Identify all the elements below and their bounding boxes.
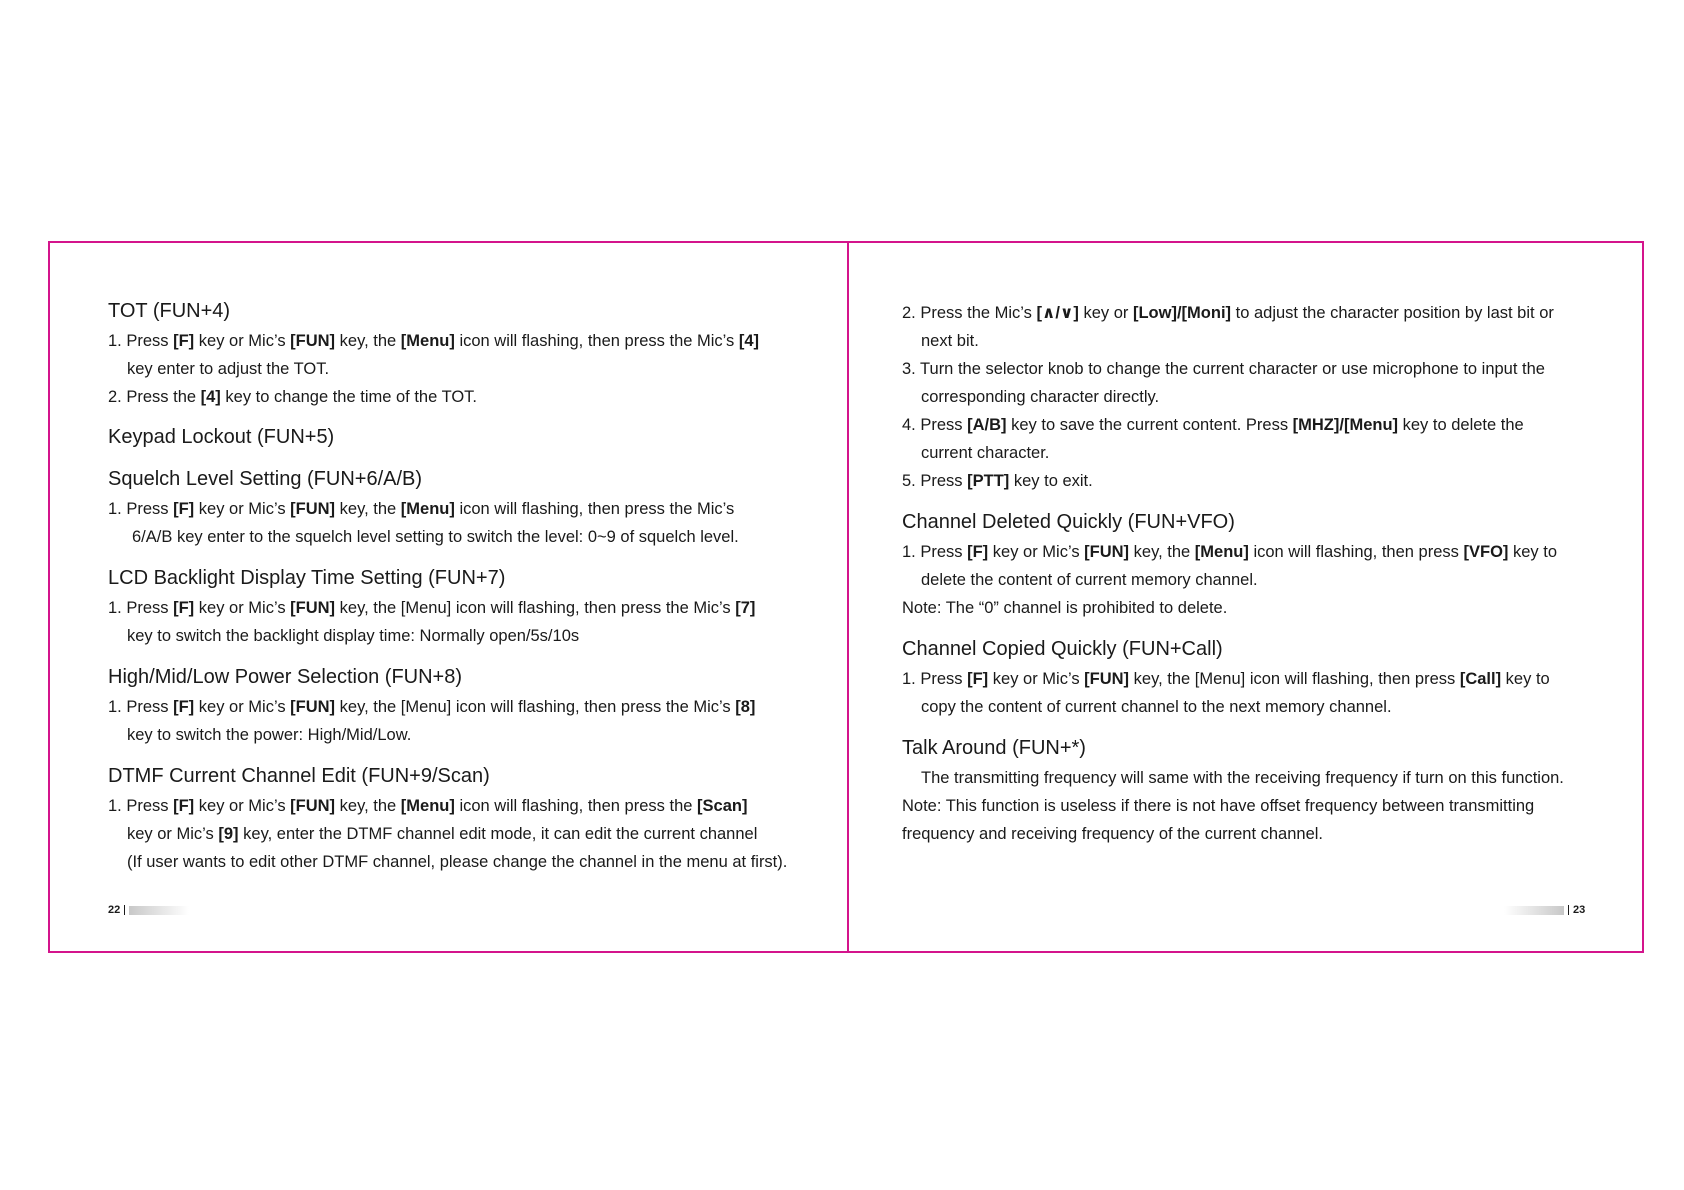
edit-step-2-cont: next bit.	[921, 332, 979, 350]
page-number-text: 22	[108, 904, 121, 916]
heading-dtmf: DTMF Current Channel Edit (FUN+9/Scan)	[108, 765, 490, 787]
power-step-1-cont: key to switch the power: High/Mid/Low.	[127, 726, 412, 744]
dtmf-step-1-note: (If user wants to edit other DTMF channel, please change the channel in the menu at first).	[127, 853, 788, 871]
left-page	[108, 243, 868, 951]
squelch-step-1-cont: 6/A/B key enter to the squelch level setting to switch the level: 0~9 of squelch level.	[132, 528, 739, 546]
section-keypad	[108, 424, 868, 453]
edit-step-2: 2. Press the Mic’s [∧/∨] key or [Low]/[Moni] to adjust the character position by last bit or	[902, 304, 1554, 322]
edit-step-4: 4. Press [A/B] key to save the current content. Press [MHZ]/[Menu] key to delete the	[902, 416, 1524, 434]
right-page	[902, 243, 1637, 951]
power-step-1: 1. Press [F] key or Mic’s [FUN] key, the [Menu] icon will flashing, then press the Mic’s [8]	[108, 698, 756, 716]
footer-gradient-bar	[1504, 906, 1564, 915]
edit-step-3-cont: corresponding character directly.	[921, 388, 1160, 406]
deleted-step-1: 1. Press [F] key or Mic’s [FUN] key, the [Menu] icon will flashing, then press [VFO] key to	[902, 543, 1558, 561]
lcd-step-1-cont: key to switch the backlight display time: Normally open/5s/10s	[127, 627, 580, 645]
heading-deleted: Channel Deleted Quickly (FUN+VFO)	[902, 511, 1235, 533]
heading-power: High/Mid/Low Power Selection (FUN+8)	[108, 666, 463, 688]
squelch-step-1: 1. Press [F] key or Mic’s [FUN] key, the [Menu] icon will flashing, then press the Mic’s	[108, 500, 735, 518]
deleted-note: Note: The “0” channel is prohibited to delete.	[902, 599, 1228, 617]
section-tot	[108, 298, 868, 411]
copied-step-1: 1. Press [F] key or Mic’s [FUN] key, the [Menu] icon will flashing, then press [Call] key to	[902, 670, 1550, 688]
manual-spread	[48, 241, 1644, 953]
dtmf-step-1: 1. Press [F] key or Mic’s [FUN] key, the [Menu] icon will flashing, then press the [Scan]	[108, 797, 748, 815]
copied-step-1-cont: copy the content of current channel to the next memory channel.	[921, 698, 1392, 716]
section-power	[108, 664, 868, 749]
tot-step-1-cont: key enter to adjust the TOT.	[127, 360, 330, 378]
page-number-text: 23	[1573, 904, 1586, 916]
section-edit-continued	[902, 299, 1637, 495]
section-deleted	[902, 509, 1637, 622]
footer-gradient-bar	[129, 906, 189, 915]
section-squelch	[108, 466, 868, 551]
dtmf-step-1-cont: key or Mic’s [9] key, enter the DTMF channel edit mode, it can edit the current channel	[127, 825, 758, 843]
edit-step-4-cont: current character.	[921, 444, 1050, 462]
heading-tot: TOT (FUN+4)	[108, 300, 231, 322]
tot-step-1: 1. Press [F] key or Mic’s [FUN] key, the [Menu] icon will flashing, then press the Mic’s [4]	[108, 332, 760, 350]
talk-around-note-cont: frequency and receiving frequency of the current channel.	[902, 825, 1324, 843]
tot-step-2: 2. Press the [4] key to change the time of the TOT.	[108, 388, 478, 406]
edit-step-5: 5. Press [PTT] key to exit.	[902, 472, 1093, 490]
section-talk-around	[902, 735, 1637, 848]
edit-step-3: 3. Turn the selector knob to change the current character or use microphone to input the	[902, 360, 1545, 378]
deleted-step-1-cont: delete the content of current memory channel.	[921, 571, 1258, 589]
footer-separator	[124, 905, 125, 915]
talk-around-note: Note: This function is useless if there is not have offset frequency between transmitting	[902, 797, 1535, 815]
section-lcd	[108, 565, 868, 650]
heading-squelch: Squelch Level Setting (FUN+6/A/B)	[108, 468, 423, 490]
talk-around-desc: The transmitting frequency will same with the receiving frequency if turn on this function.	[921, 769, 1564, 787]
footer-separator	[1568, 905, 1569, 915]
section-copied	[902, 636, 1637, 721]
heading-copied: Channel Copied Quickly (FUN+Call)	[902, 638, 1223, 660]
section-dtmf	[108, 763, 868, 876]
heading-talk-around: Talk Around (FUN+*)	[902, 737, 1086, 759]
lcd-step-1: 1. Press [F] key or Mic’s [FUN] key, the [Menu] icon will flashing, then press the Mic’s [7]	[108, 599, 756, 617]
page-number-right	[1504, 904, 1585, 916]
heading-lcd: LCD Backlight Display Time Setting (FUN+7)	[108, 567, 506, 589]
page-number-left	[108, 904, 189, 916]
heading-keypad: Keypad Lockout (FUN+5)	[108, 426, 335, 448]
